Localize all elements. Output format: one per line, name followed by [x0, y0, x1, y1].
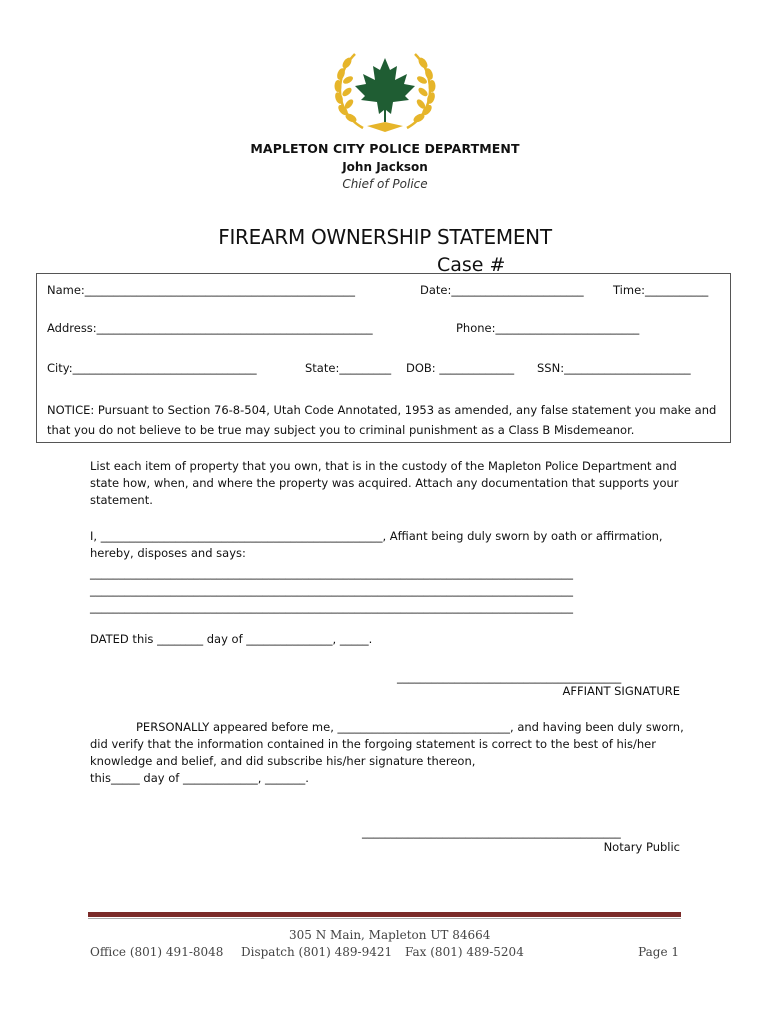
- address-field[interactable]: Address:________________________________________________: [47, 321, 373, 335]
- affiant-signature-label: AFFIANT SIGNATURE: [562, 684, 680, 698]
- footer-divider-thin: [88, 918, 681, 919]
- notary-public-label: Notary Public: [603, 840, 680, 854]
- statement-line-2[interactable]: ____________________________________________________________________________________: [90, 583, 573, 597]
- chief-title: Chief of Police: [342, 177, 428, 191]
- footer-fax: Fax (801) 489-5204: [405, 945, 524, 959]
- dob-field[interactable]: DOB: _____________: [406, 361, 515, 375]
- notary-signature-line[interactable]: _____________________________________________: [362, 825, 621, 839]
- city-field[interactable]: City:________________________________: [47, 361, 257, 375]
- case-number-label: Case #: [437, 254, 506, 276]
- page-number: Page 1: [638, 945, 679, 959]
- footer-divider: [88, 912, 681, 917]
- name-field[interactable]: Name:_______________________________________________: [47, 283, 356, 297]
- personal-info-box: [36, 273, 731, 443]
- notary-statement[interactable]: PERSONALLY appeared before me, ______________________________, and having been duly sworn, did verify that the information contained in the forgoing statement is correct to the best of his/her knowledge and belief, and did subscribe his/her signature thereon,: [90, 720, 684, 768]
- chief-name: John Jackson: [342, 160, 428, 174]
- phone-field[interactable]: Phone:_________________________: [456, 321, 640, 335]
- affiant-signature-line[interactable]: _______________________________________: [397, 670, 622, 684]
- footer-address: 305 N Main, Mapleton UT 84664: [289, 928, 491, 942]
- statement-line-3[interactable]: ____________________________________________________________________________________: [90, 600, 573, 614]
- footer-dispatch-phone: Dispatch (801) 489-9421: [241, 945, 393, 959]
- instructions-text: List each item of property that you own, that is in the custody of the Mapleton Police Department and state how, when, and where the property was acquired. Attach any documentation that supports your statement.: [90, 459, 679, 507]
- date-field[interactable]: Date:_______________________: [420, 283, 584, 297]
- legal-notice: NOTICE: Pursuant to Section 76-8-504, Utah Code Annotated, 1953 as amended, any false statement you make and that you do not believe to be true may subject you to criminal punishment as a Class B Misdemeanor.: [47, 403, 717, 437]
- dated-line[interactable]: DATED this ________ day of _______________, _____.: [90, 632, 373, 646]
- affiant-statement[interactable]: I, _________________________________________________, Affiant being duly sworn by oath or affirmation, hereby, disposes and says:: [90, 529, 663, 560]
- footer-office-phone: Office (801) 491-8048: [90, 945, 224, 959]
- this-day-line[interactable]: this_____ day of _____________, _______.: [90, 771, 309, 785]
- statement-line-1[interactable]: ____________________________________________________________________________________: [90, 566, 573, 580]
- state-field[interactable]: State:_________: [305, 361, 392, 375]
- department-name: MAPLETON CITY POLICE DEPARTMENT: [250, 141, 520, 156]
- form-title: FIREARM OWNERSHIP STATEMENT: [218, 225, 552, 249]
- time-field[interactable]: Time:___________: [613, 283, 709, 297]
- maple-leaf-wreath-icon: [333, 52, 437, 134]
- ssn-field[interactable]: SSN:______________________: [537, 361, 691, 375]
